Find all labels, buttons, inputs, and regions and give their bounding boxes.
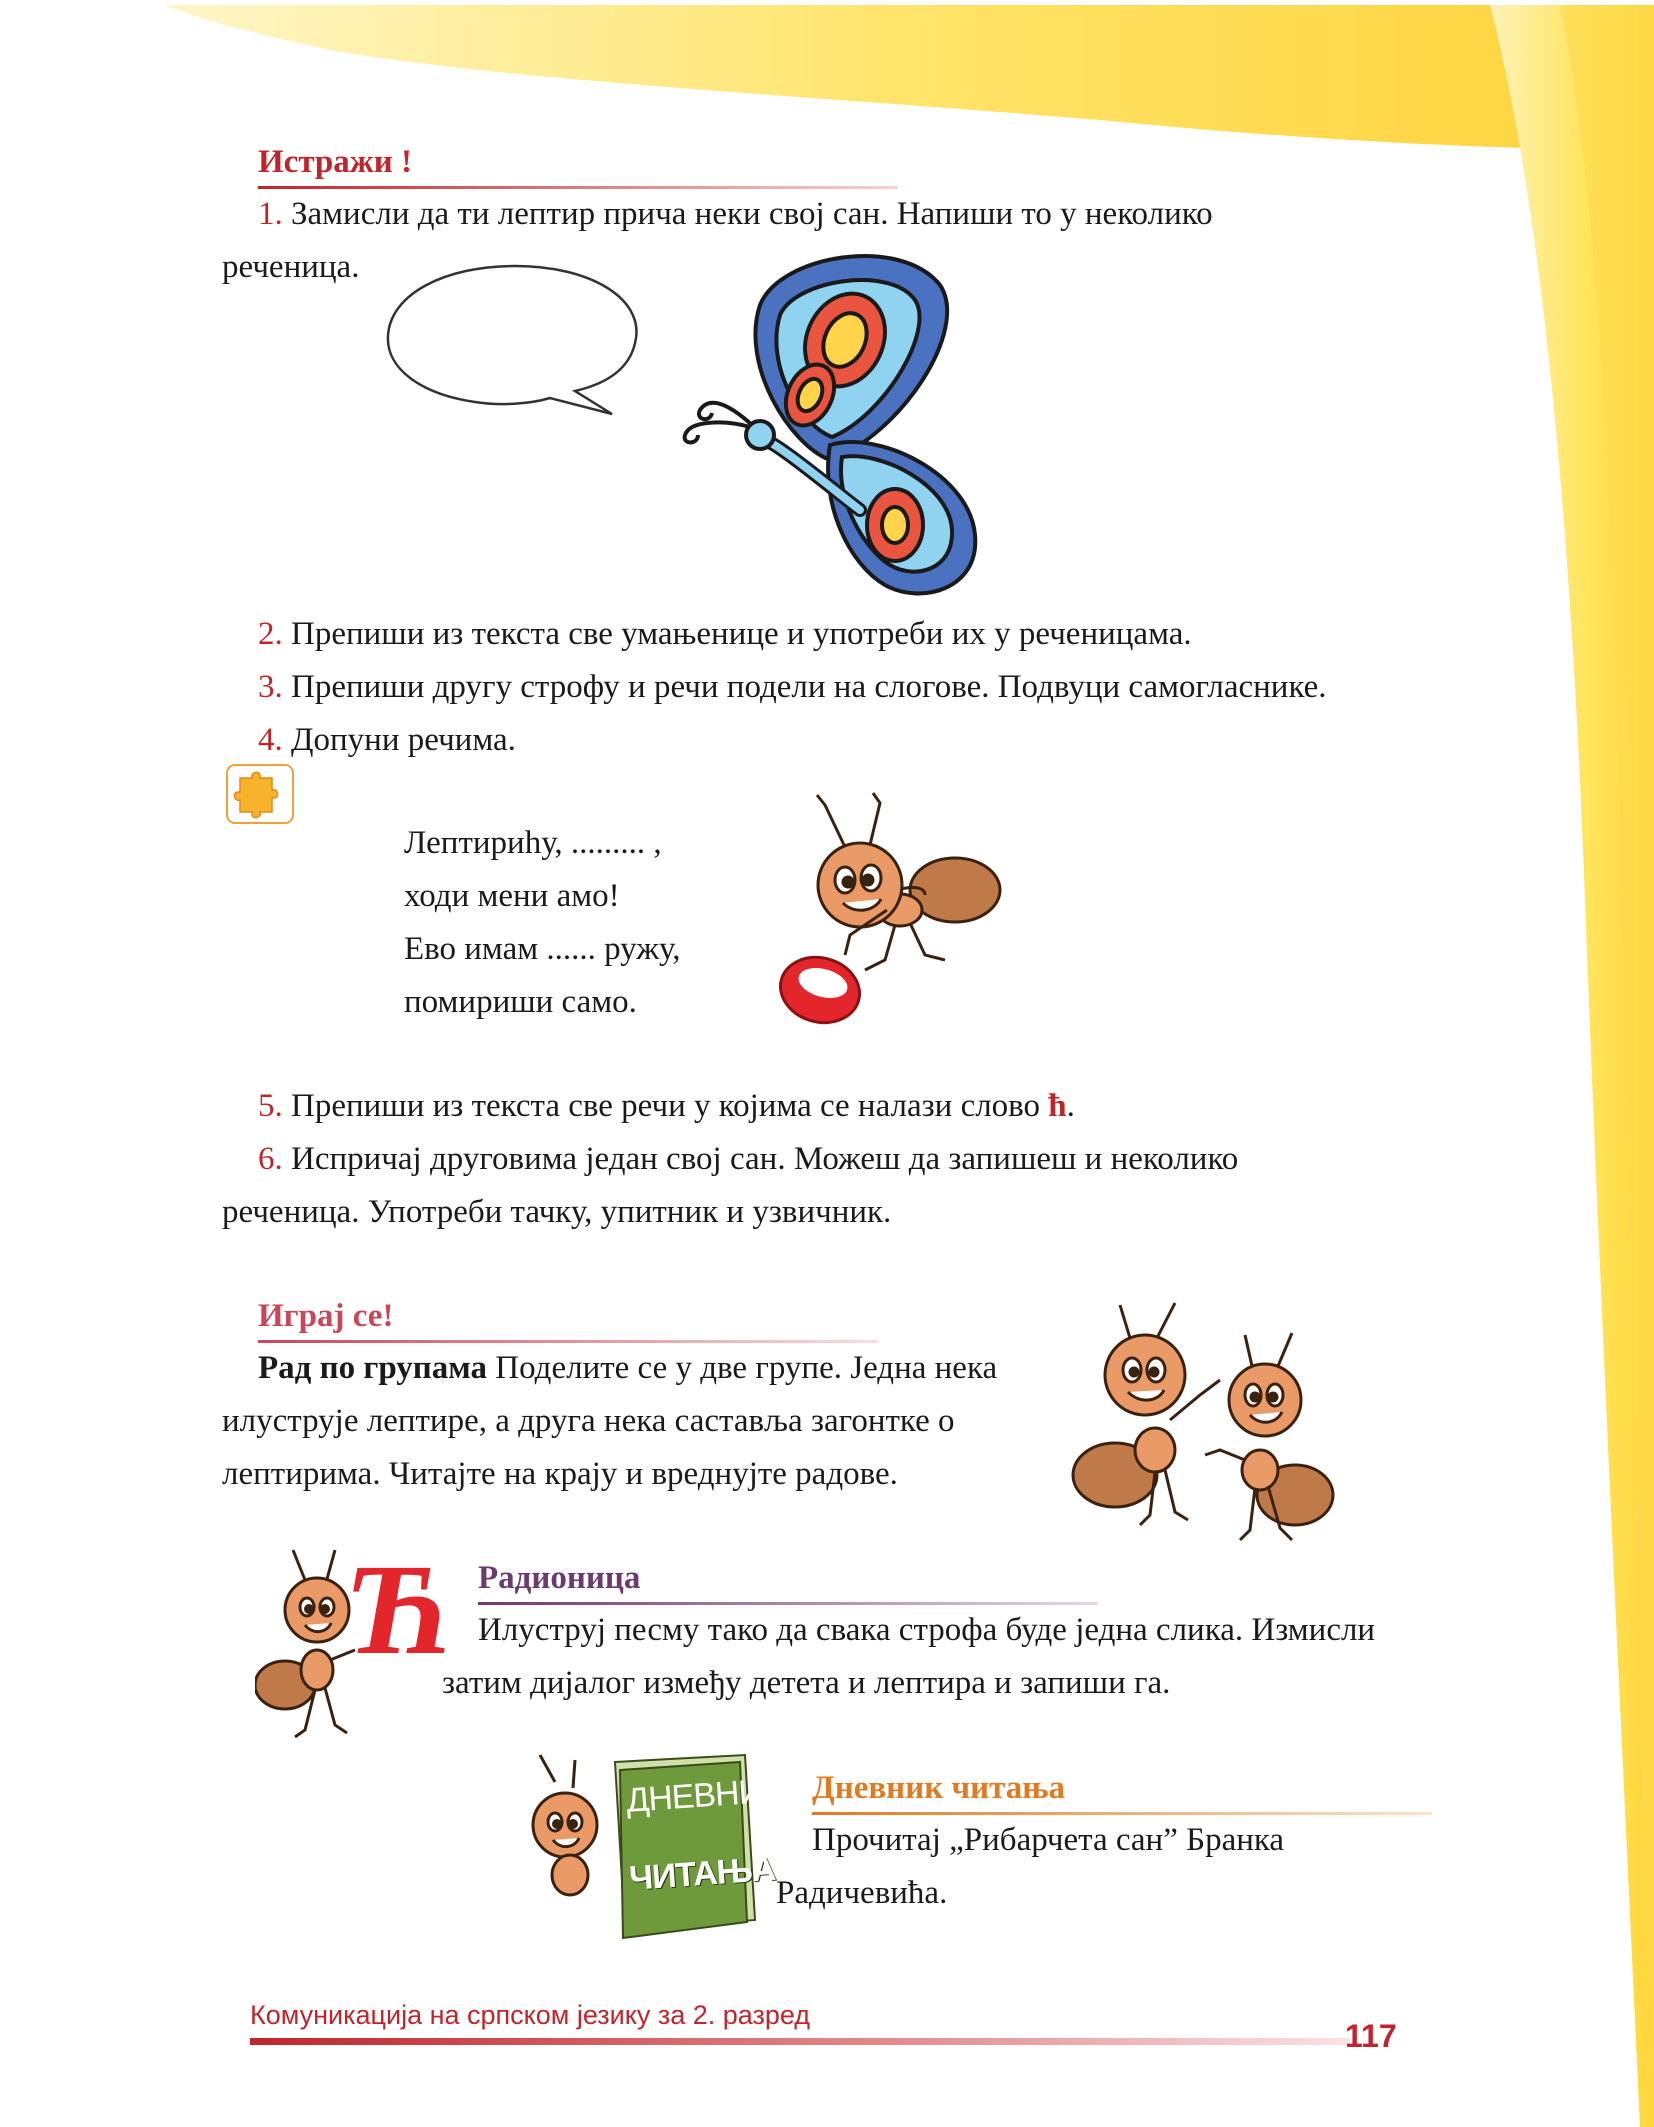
task-6-number: 6. [258, 1141, 283, 1177]
task-6-text: Испричај друговима један свој сан. Можеш да запишеш и неколико [291, 1141, 1239, 1177]
diary-line-2: Радичевића. [776, 1875, 948, 1911]
butterfly-illustration [670, 245, 990, 605]
play-line-2: илуструје лептире, а друга нека саставља загонтке о [222, 1403, 955, 1439]
workshop-heading: Радионица [478, 1560, 641, 1596]
ant-with-letter-o-illustration [775, 785, 1010, 1040]
task-4-number: 4. [258, 722, 283, 758]
task-3-number: 3. [258, 669, 283, 705]
two-ants-illustration [1070, 1300, 1340, 1560]
task-2 [258, 608, 1192, 661]
workshop-letter: Ћ [345, 1538, 451, 1682]
task-1 [258, 188, 1213, 241]
task-3 [258, 661, 1327, 714]
puzzle-icon [226, 764, 294, 824]
task-1-number: 1. [258, 196, 283, 232]
play-heading: Играј се! [258, 1298, 394, 1334]
book-title-top: ДНЕВНИК [625, 1771, 783, 1820]
footer-rule [250, 2038, 1350, 2045]
poem-line-3: Ево имам ...... ружу, [404, 931, 681, 967]
play-line-1-text: Поделите се у две групе. Једна нека [487, 1350, 998, 1386]
task-4 [258, 714, 516, 767]
play-line-3: лептирима. Читајте на крају и вреднујте радове. [222, 1456, 898, 1492]
task-5-letter: ћ [1048, 1088, 1067, 1124]
footer-book-title: Комуникација на српском језику за 2. разред [250, 2000, 811, 2030]
play-line-1 [258, 1342, 997, 1395]
poem-line-1: Лептириһу, ......... , [404, 825, 662, 861]
diary-heading: Дневник читања [812, 1770, 1066, 1806]
task-2-number: 2. [258, 616, 283, 652]
play-bold-lead: Рад по групама [258, 1350, 488, 1386]
task-5-number: 5. [258, 1088, 283, 1124]
workshop-line-1: Илуструј песму тако да свака строфа буде једна слика. Измисли [478, 1612, 1376, 1648]
task-3-text: Препиши другу строфу и речи подели на слогове. Подвуци самогласнике. [291, 669, 1327, 705]
workshop-line-2: затим дијалог између детета и лептира и запиши га. [442, 1665, 1171, 1701]
book-title-bottom: ЧИТАЊА [628, 1849, 777, 1898]
speech-bubble [380, 258, 650, 428]
explore-heading: Истражи ! [258, 144, 412, 180]
task-5 [258, 1080, 1075, 1133]
diary-line-1: Прочитај „Рибарчета сан” Бранка [812, 1822, 1285, 1858]
task-6 [258, 1133, 1238, 1186]
poem-line-4: помириши само. [404, 984, 637, 1020]
task-5-end: . [1066, 1088, 1075, 1124]
task-1-line2: реченица. [222, 249, 360, 285]
poem-line-2: ходи мени амо! [404, 878, 620, 914]
page-number: 117 [1345, 2018, 1397, 2054]
task-6-line2: реченица. Употреби тачку, упитник и узвичник. [222, 1194, 892, 1230]
task-4-text: Допуни речима. [291, 722, 516, 758]
task-2-text: Препиши из текста све умањенице и употреби их у реченицама. [291, 616, 1192, 652]
task-1-text: Замисли да ти лептир прича неки свој сан. Напиши то у неколико [291, 196, 1213, 232]
task-5-text: Препиши из текста све речи у којима се налази слово [291, 1088, 1049, 1124]
